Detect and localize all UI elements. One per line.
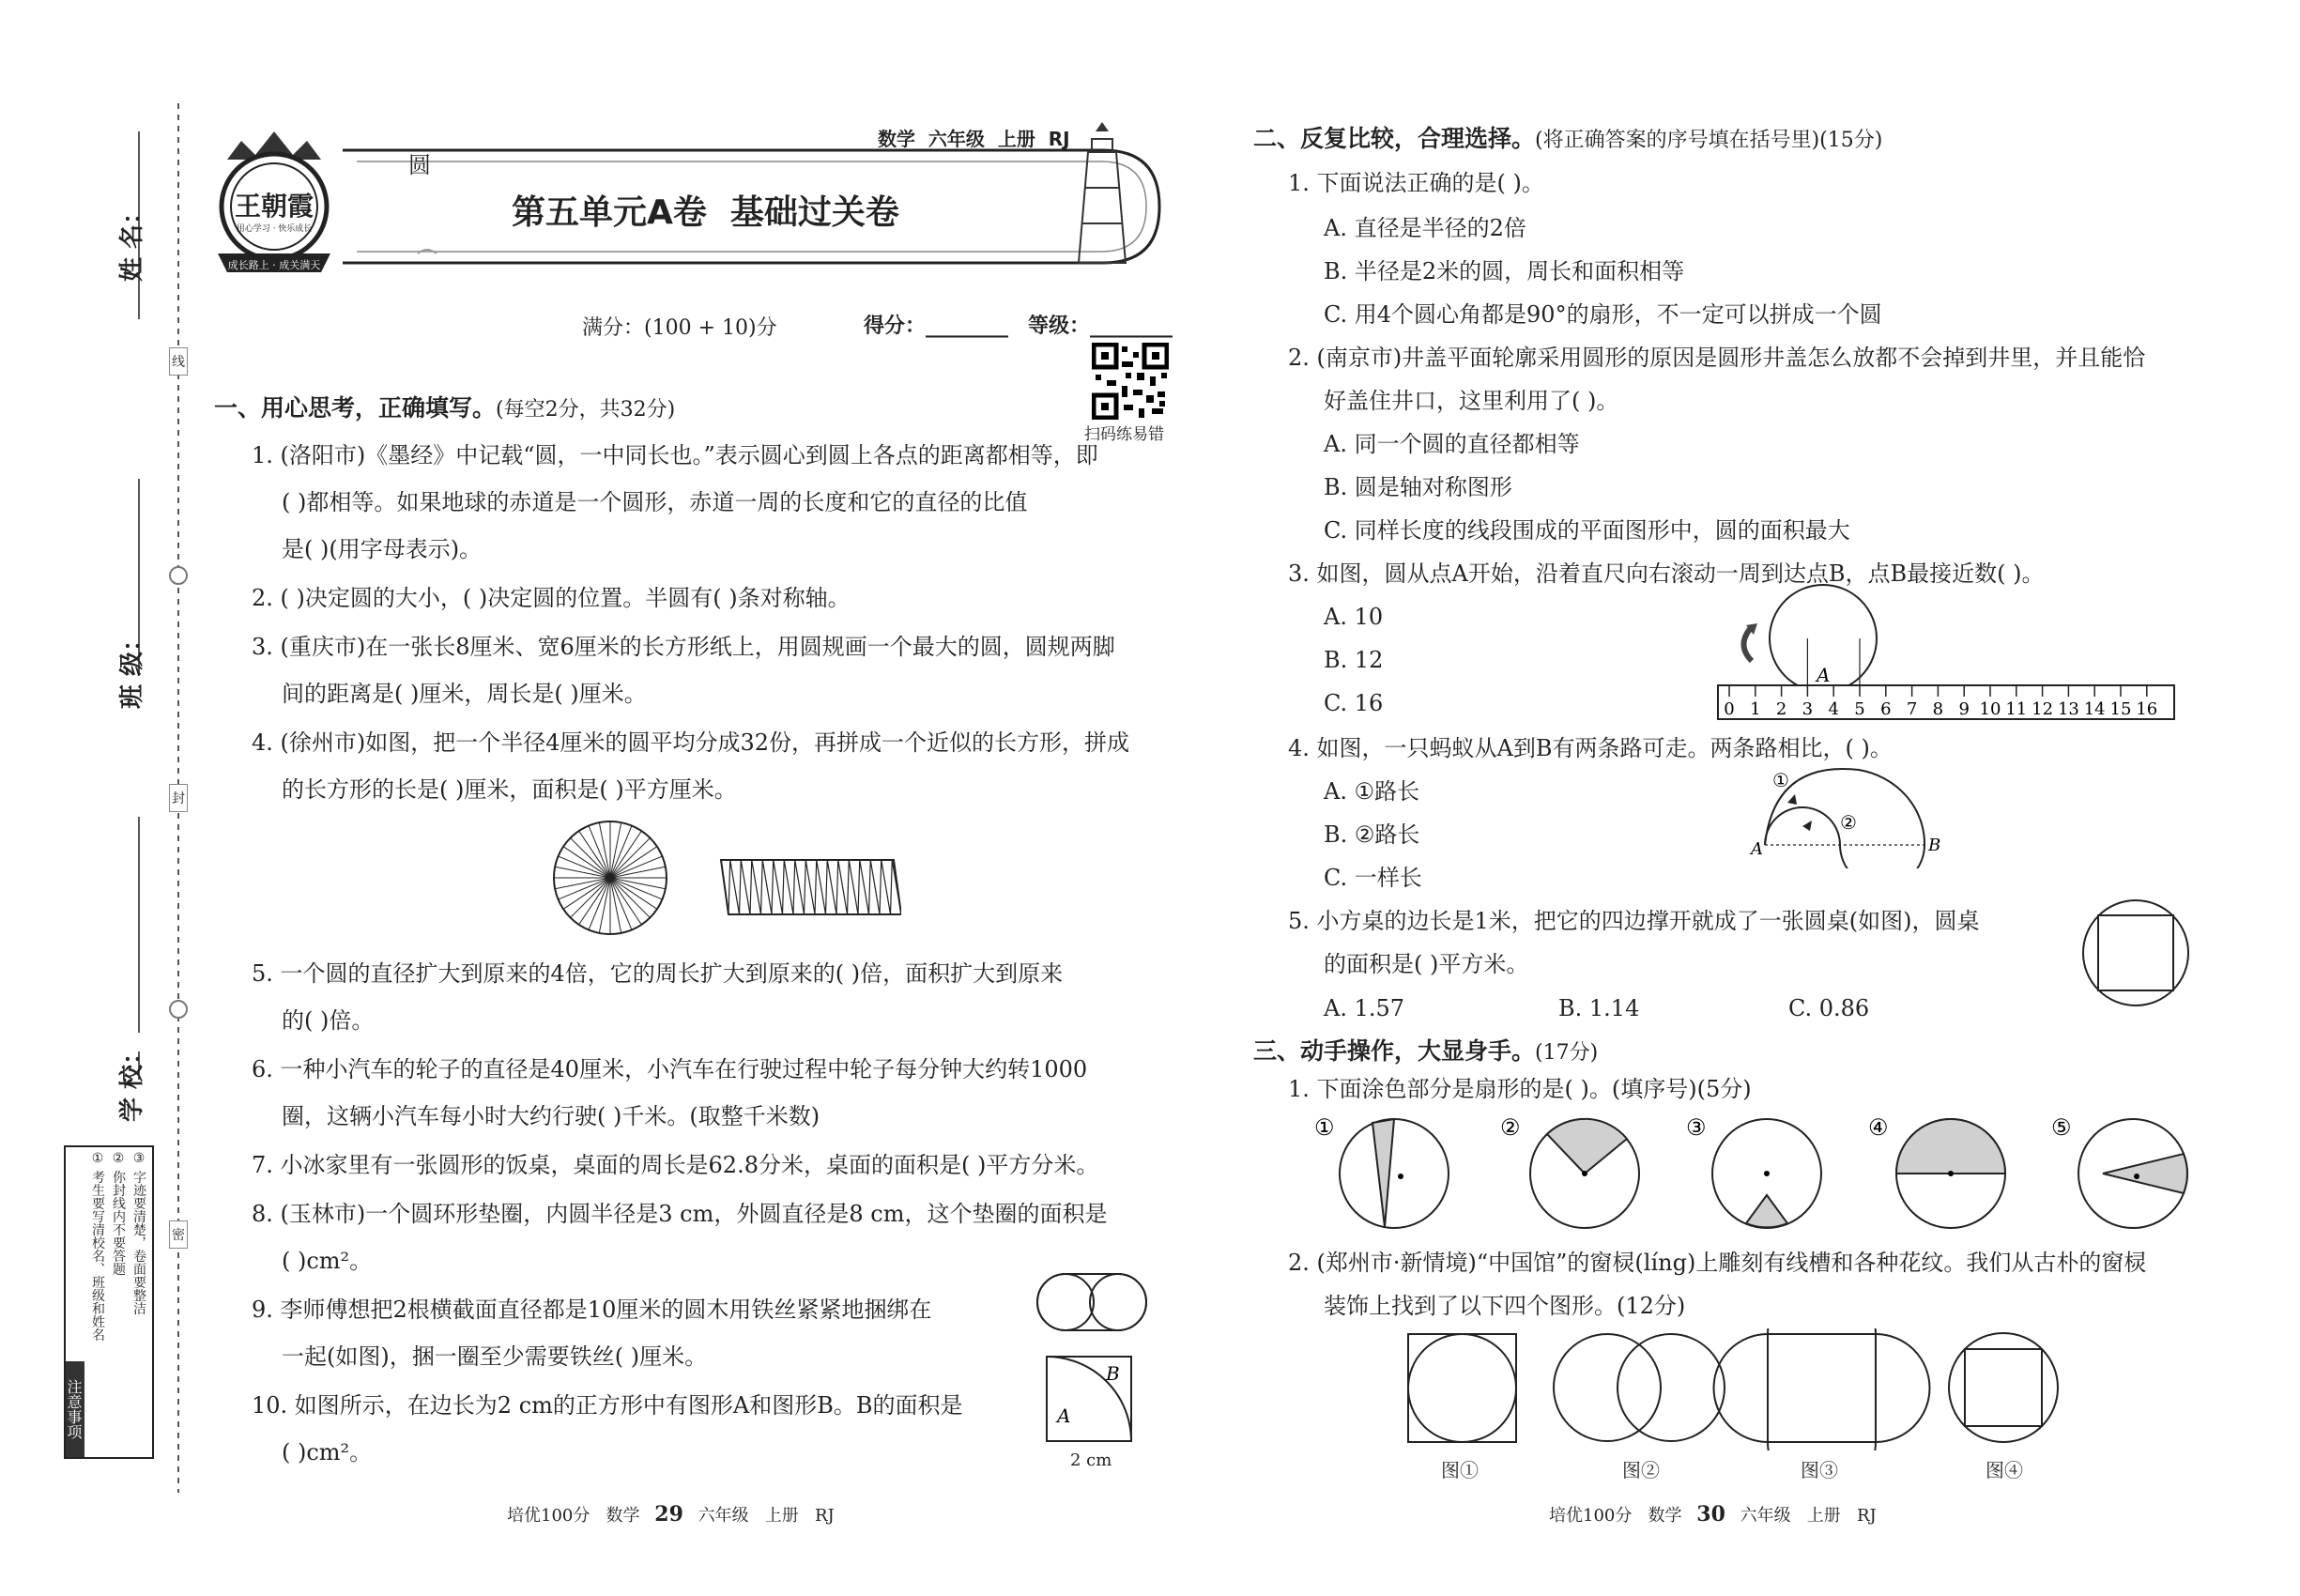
s2-line-9: C. 同样长度的线段围成的平面图形中，圆的面积最大 <box>1324 517 1850 544</box>
choice-mark-5: ⑤ <box>2051 1114 2072 1141</box>
footer-right-grade: 六年级 上册 RJ <box>1740 1506 1877 1526</box>
cut-mark-3: 密 <box>169 1220 188 1249</box>
s2-line-4: C. 用4个圆心角都是90°的扇形，不一定可以拼成一个圆 <box>1324 301 1882 328</box>
ruler-number: 8 <box>1932 699 1944 719</box>
section3-heading: 三、动手操作，大显身手。 <box>1253 1037 1536 1065</box>
s2-line-15: A. ①路长 <box>1324 778 1420 805</box>
notice-item-3: ③ 字迹要清楚，卷面要整洁 <box>131 1151 146 1315</box>
ruler-number: 5 <box>1854 699 1865 719</box>
section2-heading: 二、反复比较，合理选择。 <box>1253 125 1536 152</box>
s1-line-19: ( )cm²。 <box>282 1439 373 1466</box>
cut-mark-1: 线 <box>169 347 188 376</box>
grade-field: 等级：________ <box>1028 315 1173 338</box>
window-pattern-figures <box>1399 1328 2075 1450</box>
s1-line-11: 6. 一种小汽车的轮子的直径是40厘米，小汽车在行驶过程中轮子每分钟大约转1000 <box>252 1056 1088 1082</box>
s1-line-5: 3. (重庆市)在一张长8厘米、宽6厘米的长方形纸上，用圆规画一个最大的圆，圆规两脚 <box>252 634 1115 660</box>
brand-logo <box>213 131 326 272</box>
choice-mark-3: ③ <box>1686 1114 1707 1141</box>
path-label-b: B <box>1928 836 1941 855</box>
s3-q2-line-1: 2. (郑州市·新情境)“中国馆”的窗棂(líng)上雕刻有线槽和各种花纹。我们从古朴的窗棂 <box>1288 1250 2147 1276</box>
path-label-1: ① <box>1772 769 1789 791</box>
s2-q5-option-b: B. 1.14 <box>1558 995 1640 1021</box>
ruler-number: 13 <box>2057 699 2079 719</box>
circle-32-sectors-figure <box>549 817 671 939</box>
notice-title: 注意事项 <box>66 1361 84 1457</box>
s1-line-9: 5. 一个圆的直径扩大到原来的4倍，它的周长扩大到原来的( )倍，面积扩大到原来 <box>252 960 1064 987</box>
name-label: 姓 名： <box>118 199 146 282</box>
footer-right-page: 30 <box>1696 1502 1725 1527</box>
section1-title <box>214 390 675 423</box>
ruler-number: 7 <box>1906 699 1918 719</box>
s1-line-14: 8. (玉林市)一个圆环形垫圈，内圆半径是3 cm，外圆直径是8 cm，这个垫圈的面积是 <box>252 1201 1108 1227</box>
s1-line-16: 9. 李师傅想把2根横截面直径都是10厘米的圆木用铁丝紧紧地捆绑在 <box>252 1297 932 1323</box>
ruler-point-a: A <box>1817 664 1831 686</box>
header-banner <box>202 113 1197 282</box>
fig10-label: 2 cm <box>1070 1450 1112 1470</box>
logo-text: 王朝霞 <box>234 191 314 222</box>
footer-right <box>1549 1502 1877 1527</box>
ruler-number: 14 <box>2083 699 2106 719</box>
s1-line-6: 间的距离是( )厘米，周长是( )厘米。 <box>282 681 647 707</box>
notice-box <box>64 1145 154 1459</box>
path-label-a: A <box>1751 839 1763 859</box>
s1-line-3: 是( )(用字母表示)。 <box>282 536 483 562</box>
section2-note: (将正确答案的序号填在括号里)(15分) <box>1535 129 1883 152</box>
choice-mark-1: ① <box>1314 1114 1335 1141</box>
class-label: 班 级： <box>118 626 146 709</box>
s2-line-6: 好盖住井口，这里利用了( )。 <box>1324 388 1619 414</box>
ruler-number: 1 <box>1750 699 1761 719</box>
logo-ribbon: 成长路上 · 成关满天 <box>227 259 321 271</box>
ruler-number: 16 <box>2136 699 2158 719</box>
s1-line-2: ( )都相等。如果地球的赤道是一个圆形，赤道一周的长度和它的直径的比值 <box>282 489 1028 515</box>
s2-line-13: C. 16 <box>1324 690 1384 716</box>
s2-line-10: 3. 如图，圆从点A开始，沿着直尺向右滚动一周到达点B，点B最接近数( )。 <box>1288 560 2045 587</box>
s2-q5-option-c: C. 0.86 <box>1788 995 1870 1021</box>
fig-label-1: 图① <box>1441 1459 1479 1481</box>
s2-line-11: A. 10 <box>1324 604 1384 630</box>
svg-text:A: A <box>1057 1404 1071 1427</box>
s3-q2-line-2: 装饰上找到了以下四个图形。(12分) <box>1324 1293 1686 1319</box>
notice-item-1: ① 考生要写清校名、班级和姓名 <box>90 1151 105 1342</box>
s1-line-7: 4. (徐州市)如图，把一个半径4厘米的圆平均分成32份，再拼成一个近似的长方形，拼成 <box>252 729 1130 756</box>
s3-q1: 1. 下面涂色部分是扇形的是( )。(填序号)(5分) <box>1288 1076 1752 1102</box>
square-ab-figure <box>1042 1352 1136 1450</box>
section3-title <box>1253 1033 1598 1067</box>
s2-line-7: A. 同一个圆的直径都相等 <box>1324 431 1580 457</box>
ruler-number: 6 <box>1880 699 1892 719</box>
ant-path-figure <box>1746 760 1943 868</box>
choice-mark-4: ④ <box>1868 1114 1889 1141</box>
ruler-number: 11 <box>2005 699 2028 719</box>
choice-mark-2: ② <box>1500 1114 1521 1141</box>
s2-line-19: 的面积是( )平方米。 <box>1324 951 1529 977</box>
s2-line-14: 4. 如图，一只蚂蚁从A到B有两条路可走。两条路相比，( )。 <box>1288 735 1893 761</box>
s2-line-8: B. 圆是轴对称图形 <box>1324 474 1512 500</box>
s1-line-13: 7. 小冰家里有一张圆形的饭桌，桌面的周长是62.8分米，桌面的面积是( )平方分米。 <box>252 1152 1099 1178</box>
fig-label-3: 图③ <box>1801 1459 1838 1481</box>
s1-line-1: 1. (洛阳市)《墨经》中记载“圆，一中同长也。”表示圆心到圆上各点的距离都相等，即 <box>252 442 1098 468</box>
header-meta: 数学 六年级 上册 RJ <box>878 128 1070 150</box>
ruler-number: 10 <box>1979 699 2001 719</box>
qr-caption: 扫码练易错 <box>1084 425 1164 444</box>
s1-line-12: 圈，这辆小汽车每小时大约行驶( )千米。(取整千米数) <box>282 1103 820 1129</box>
ruler-number: 3 <box>1802 699 1814 719</box>
section1-heading: 一、用心思考，正确填写。 <box>214 394 497 422</box>
lighthouse-icon <box>1079 122 1126 263</box>
qr-code-icon[interactable] <box>1092 343 1169 420</box>
cut-mark-2: 封 <box>169 784 188 812</box>
section1-note: (每空2分，共32分) <box>496 398 676 422</box>
s1-line-17: 一起(如图)，捆一圈至少需要铁丝( )厘米。 <box>282 1343 708 1370</box>
s2-line-16: B. ②路长 <box>1324 821 1420 848</box>
notice-item-2: ② 你封线内不要答题 <box>111 1151 126 1276</box>
approx-rectangle-figure <box>713 854 901 920</box>
score-got: 得分：________ <box>864 315 1009 338</box>
s1-line-18: 10. 如图所示，在边长为2 cm的正方形中有图形A和图形B。B的面积是 <box>252 1392 963 1419</box>
fig-label-4: 图④ <box>1986 1459 2023 1481</box>
s2-line-1: 1. 下面说法正确的是( )。 <box>1288 170 1544 196</box>
unit-badge: 圆 <box>408 152 431 178</box>
path-label-2: ② <box>1840 811 1857 834</box>
s1-line-8: 的长方形的长是( )厘米，面积是( )平方厘米。 <box>282 776 737 803</box>
ruler-number: 4 <box>1828 699 1839 719</box>
school-label: 学 校： <box>118 1039 146 1122</box>
s2-line-3: B. 半径是2米的圆，周长和面积相等 <box>1324 258 1685 284</box>
s1-line-15: ( )cm²。 <box>282 1248 373 1274</box>
s2-line-2: A. 直径是半径的2倍 <box>1324 215 1526 241</box>
footer-left <box>507 1502 835 1527</box>
footer-left-page: 29 <box>654 1502 683 1527</box>
ruler-number: 12 <box>2032 699 2054 719</box>
s2-line-12: B. 12 <box>1324 647 1384 673</box>
ruler-number: 2 <box>1775 699 1787 719</box>
s1-line-4: 2. ( )决定圆的大小，( )决定圆的位置。半圆有( )条对称轴。 <box>252 585 851 611</box>
ruler-number: 9 <box>1958 699 1970 719</box>
footer-left-grade: 六年级 上册 RJ <box>698 1506 835 1526</box>
section3-note: (17分) <box>1535 1041 1599 1065</box>
logo-motto: 用心学习 · 快乐成长 <box>236 224 313 234</box>
score-full: 满分：(100 + 10)分 <box>582 316 777 340</box>
sector-choice-figures <box>1314 1113 2206 1235</box>
s2-line-17: C. 一样长 <box>1324 865 1422 891</box>
two-logs-figure <box>1031 1269 1153 1335</box>
fig-label-2: 图② <box>1622 1459 1660 1481</box>
ruler-number: 0 <box>1724 699 1735 719</box>
footer-left-book: 培优100分 数学 <box>507 1506 640 1526</box>
round-table-figure <box>2079 897 2192 1009</box>
section2-title <box>1253 120 1882 154</box>
s2-line-18: 5. 小方桌的边长是1米，把它的四边撑开就成了一张圆桌(如图)，圆桌 <box>1288 908 1980 934</box>
rolling-circle-ruler-figure <box>1709 573 2187 723</box>
s2-q5-option-a: A. 1.57 <box>1324 995 1405 1021</box>
page-title: 第五单元A卷 基础过关卷 <box>512 193 899 232</box>
s1-line-10: 的( )倍。 <box>282 1007 375 1034</box>
footer-right-book: 培优100分 数学 <box>1549 1506 1682 1526</box>
svg-text:B: B <box>1106 1362 1120 1385</box>
binding-strip <box>0 0 188 1596</box>
s2-line-5: 2. (南京市)井盖平面轮廓采用圆形的原因是圆形井盖怎么放都不会掉到井里，并且能恰 <box>1288 345 2146 371</box>
ruler-number: 15 <box>2109 699 2132 719</box>
